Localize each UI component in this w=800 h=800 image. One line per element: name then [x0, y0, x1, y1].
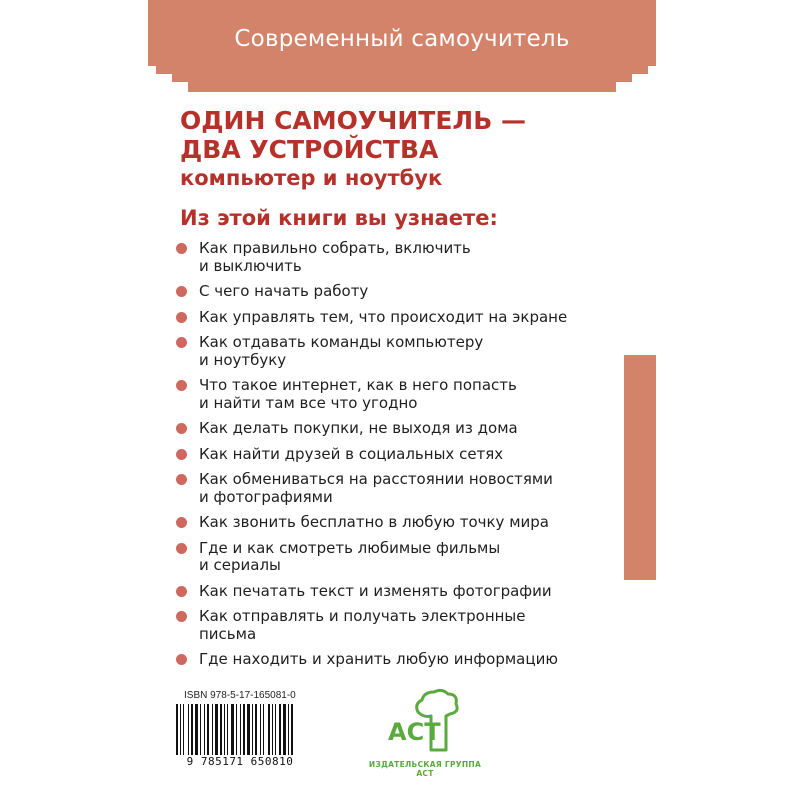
- list-item: Что такое интернет, как в него попасть и найти там все что угодно: [174, 377, 634, 412]
- bullet-icon: [176, 243, 187, 254]
- list-title: Из этой книги вы узнаете:: [180, 206, 498, 230]
- list-item: Как отправлять и получать электронные письма: [174, 608, 634, 643]
- bullet-icon: [176, 449, 187, 460]
- list-item: Как печатать текст и изменять фотографии: [174, 583, 634, 601]
- list-item: Где и как смотреть любимые фильмы и сериалы: [174, 540, 634, 575]
- book-back-cover: [148, 0, 656, 800]
- list-item: Как звонить бесплатно в любую точку мира: [174, 514, 634, 532]
- logo-text: ACT: [388, 718, 441, 746]
- bullet-icon: [176, 611, 187, 622]
- feature-list: [174, 240, 634, 677]
- bullet-icon: [176, 380, 187, 391]
- list-item: Как найти друзей в социальных сетях: [174, 446, 634, 464]
- barcode-digits: 9 785171 650810: [172, 755, 308, 769]
- bullet-icon: [176, 286, 187, 297]
- bullet-icon: [176, 586, 187, 597]
- list-item: Где находить и хранить любую информацию: [174, 651, 634, 669]
- bullet-icon: [176, 517, 187, 528]
- publisher-name: ИЗДАТЕЛЬСКАЯ ГРУППА АСТ: [368, 760, 482, 778]
- side-tab: [624, 355, 656, 580]
- list-item: Как правильно собрать, включить и выключить: [174, 240, 634, 275]
- bullet-icon: [176, 312, 187, 323]
- headline-line-2: ДВА УСТРОЙСТВА: [180, 135, 439, 164]
- list-item: Как отдавать команды компьютеру и ноутбуку: [174, 334, 634, 369]
- bullet-icon: [176, 337, 187, 348]
- subtitle: компьютер и ноутбук: [180, 166, 443, 190]
- list-item: Как делать покупки, не выходя из дома: [174, 420, 634, 438]
- series-banner: [148, 0, 656, 92]
- series-title: Современный самоучитель: [234, 26, 570, 52]
- list-item: С чего начать работу: [174, 283, 634, 301]
- isbn-text: ISBN 978-5-17-165081-0: [184, 690, 296, 701]
- list-item: Как обмениваться на расстоянии новостями и фотографиями: [174, 471, 634, 506]
- bullet-icon: [176, 423, 187, 434]
- bullet-icon: [176, 654, 187, 665]
- headline-line-1: ОДИН САМОУЧИТЕЛЬ —: [180, 106, 526, 135]
- list-item: Как управлять тем, что происходит на экране: [174, 309, 634, 327]
- bullet-icon: [176, 543, 187, 554]
- publisher-logo-icon: [384, 686, 460, 752]
- headline: [180, 106, 640, 192]
- bullet-icon: [176, 474, 187, 485]
